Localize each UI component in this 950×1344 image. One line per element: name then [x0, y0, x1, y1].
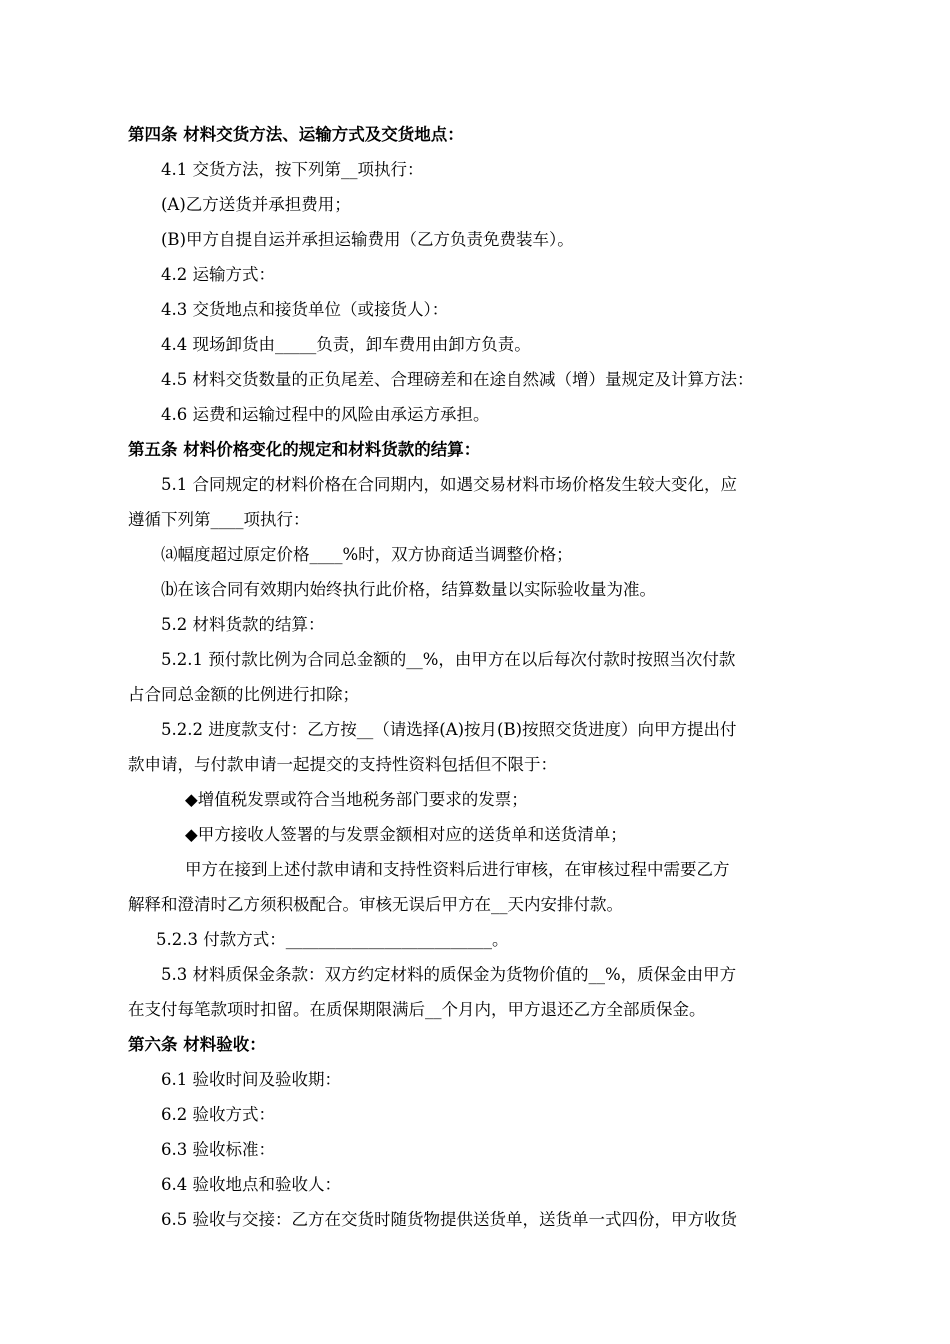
section5-heading: 第五条 材料价格变化的规定和材料货款的结算：	[128, 440, 481, 459]
bullet-delivery-note: ◆甲方接收人签署的与发票金额相对应的送货单和送货清单；	[185, 825, 627, 844]
clause-5-2-2-line1: 5.2.2 进度款支付：乙方按__（请选择(A)按月(B)按照交货进度）向甲方提出付	[161, 720, 737, 739]
clause-5-2-3: 5.2.3 付款方式：_________________________。	[156, 930, 509, 949]
clause-6-4: 6.4 验收地点和验收人：	[161, 1175, 341, 1194]
clause-4-4: 4.4 现场卸货由_____负责，卸车费用由卸方负责。	[161, 335, 531, 354]
clause-4-2: 4.2 运输方式：	[161, 265, 275, 284]
clause-5-2-2-line2: 款申请，与付款申请一起提交的支持性资料包括但不限于：	[128, 755, 557, 774]
bullet-invoice: ◆增值税发票或符合当地税务部门要求的发票；	[185, 790, 528, 809]
clause-5-2-1-line2: 占合同总金额的比例进行扣除；	[128, 685, 359, 704]
clause-4-3: 4.3 交货地点和接货单位（或接货人）：	[161, 300, 449, 319]
clause-5-2-1-line1: 5.2.1 预付款比例为合同总金额的__%，由甲方在以后每次付款时按照当次付款	[161, 650, 736, 669]
clause-5-3-line1: 5.3 材料质保金条款：双方约定材料的质保金为货物价值的__%，质保金由甲方	[161, 965, 737, 984]
document-page	[128, 117, 828, 1237]
clause-4-1-option-a: (A)乙方送货并承担费用；	[161, 195, 351, 214]
review-line1: 甲方在接到上述付款申请和支持性资料后进行审核，在审核过程中需要乙方	[185, 860, 730, 879]
clause-5-1-option-a: ⒜幅度超过原定价格____%时，双方协商适当调整价格；	[161, 545, 573, 564]
clause-6-3: 6.3 验收标准：	[161, 1140, 275, 1159]
section4-heading: 第四条 材料交货方法、运输方式及交货地点：	[128, 125, 464, 144]
clause-4-5: 4.5 材料交货数量的正负尾差、合理磅差和在途自然减（增）量规定及计算方法：	[161, 370, 754, 389]
clause-5-1-line1: 5.1 合同规定的材料价格在合同期内，如遇交易材料市场价格发生较大变化，应	[161, 475, 737, 494]
clause-6-5: 6.5 验收与交接：乙方在交货时随货物提供送货单，送货单一式四份，甲方收货	[161, 1210, 737, 1229]
clause-6-2: 6.2 验收方式：	[161, 1105, 275, 1124]
section6-heading: 第六条 材料验收：	[128, 1035, 266, 1054]
clause-4-1: 4.1 交货方法，按下列第__项执行：	[161, 160, 424, 179]
clause-5-1-line2: 遵循下列第____项执行：	[128, 510, 310, 529]
clause-4-6: 4.6 运费和运输过程中的风险由承运方承担。	[161, 405, 490, 424]
clause-4-1-option-b: (B)甲方自提自运并承担运输费用（乙方负责免费装车）。	[161, 230, 574, 249]
clause-6-1: 6.1 验收时间及验收期：	[161, 1070, 341, 1089]
clause-5-3-line2: 在支付每笔款项时扣留。在质保期限满后__个月内，甲方退还乙方全部质保金。	[128, 1000, 706, 1019]
clause-5-2: 5.2 材料货款的结算：	[161, 615, 325, 634]
clause-5-1-option-b: ⒝在该合同有效期内始终执行此价格，结算数量以实际验收量为准。	[161, 580, 656, 599]
review-line2: 解释和澄清时乙方须积极配合。审核无误后甲方在__天内安排付款。	[128, 895, 623, 914]
